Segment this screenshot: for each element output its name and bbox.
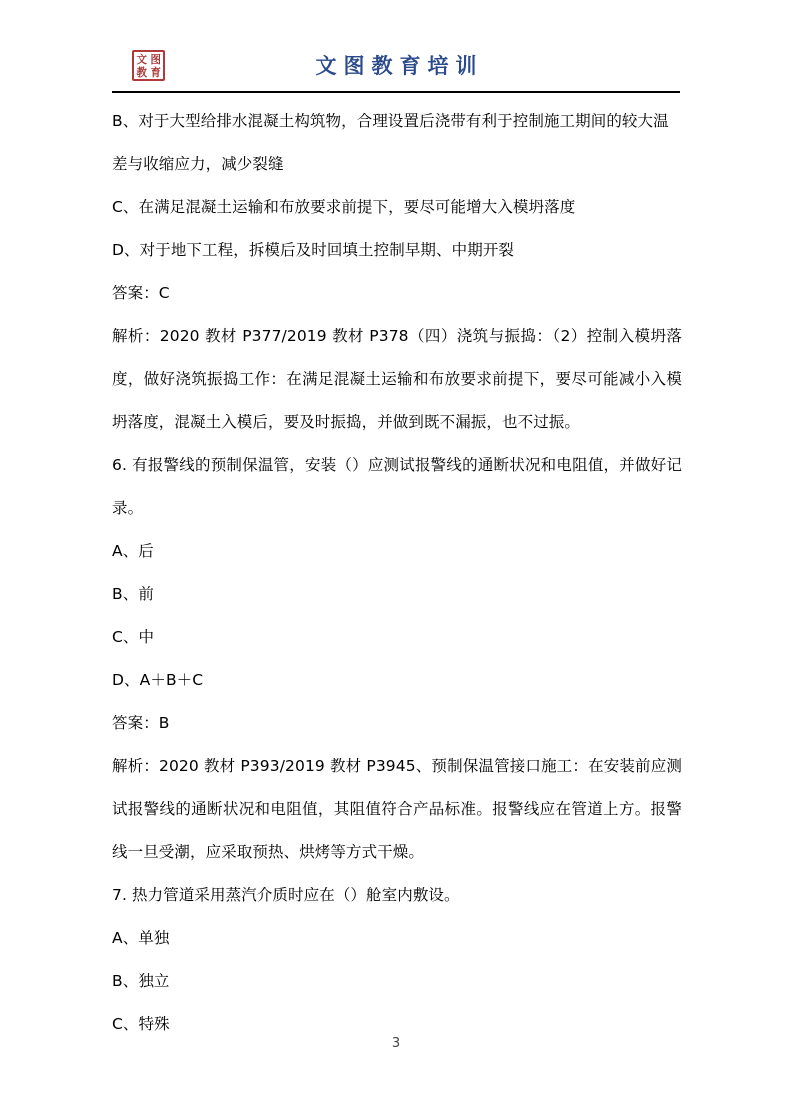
answer-q5: 答案：C: [112, 284, 170, 302]
option-c-q5: C、在满足混凝土运输和布放要求前提下，要尽可能增大入模坍落度: [112, 198, 576, 216]
option-a-q6: A、后: [112, 542, 154, 560]
page-number: 3: [391, 1036, 401, 1051]
seal-char-1: 文: [136, 53, 147, 66]
page-header: [112, 44, 680, 92]
page-footer: [0, 1036, 792, 1052]
seal-char-4: 育: [150, 65, 161, 79]
answer-q6: 答案：B: [112, 714, 170, 732]
option-b-q7: B、独立: [112, 972, 170, 990]
option-c-q6: C、中: [112, 628, 155, 646]
seal-char-3: 教: [136, 65, 147, 79]
header-title: 文图教育培训: [315, 54, 484, 78]
header-divider: [112, 91, 680, 93]
question-6: 6. 有报警线的预制保温管，安装（）应测试报警线的通断状况和电阻值，并做好记录。: [112, 456, 682, 517]
option-d-q6: D、A＋B＋C: [112, 671, 204, 689]
option-a-q7: A、单独: [112, 929, 170, 947]
option-d-q5: D、对于地下工程，拆模后及时回填土控制早期、中期开裂: [112, 241, 515, 259]
option-c-q7: C、特殊: [112, 1015, 170, 1033]
option-b-q5: B、对于大型给排水混凝土构筑物，合理设置后浇带有利于控制施工期间的较大温差与收缩应力，减少裂缝: [112, 112, 669, 173]
option-b-q6: B、前: [112, 585, 154, 603]
document-body: [112, 100, 682, 1046]
question-7: 7. 热力管道采用蒸汽介质时应在（）舱室内敷设。: [112, 886, 460, 904]
explanation-q6: 解析：2020 教材 P393/2019 教材 P3945、预制保温管接口施工：在安装前应测试报警线的通断状况和电阻值，其阻值符合产品标准。报警线应在管道上方。报警线一旦受潮，应采取预热、烘烤等方式干燥。: [112, 757, 682, 861]
seal-char-2: 图: [150, 53, 161, 66]
explanation-q5: 解析：2020 教材 P377/2019 教材 P378（四）浇筑与振捣：（2）控制入模坍落度，做好浇筑振捣工作：在满足混凝土运输和布放要求前提下，要尽可能减小入模坍落度，混凝土入模后，要及时振捣，并做到既不漏振，也不过振。: [112, 327, 682, 431]
